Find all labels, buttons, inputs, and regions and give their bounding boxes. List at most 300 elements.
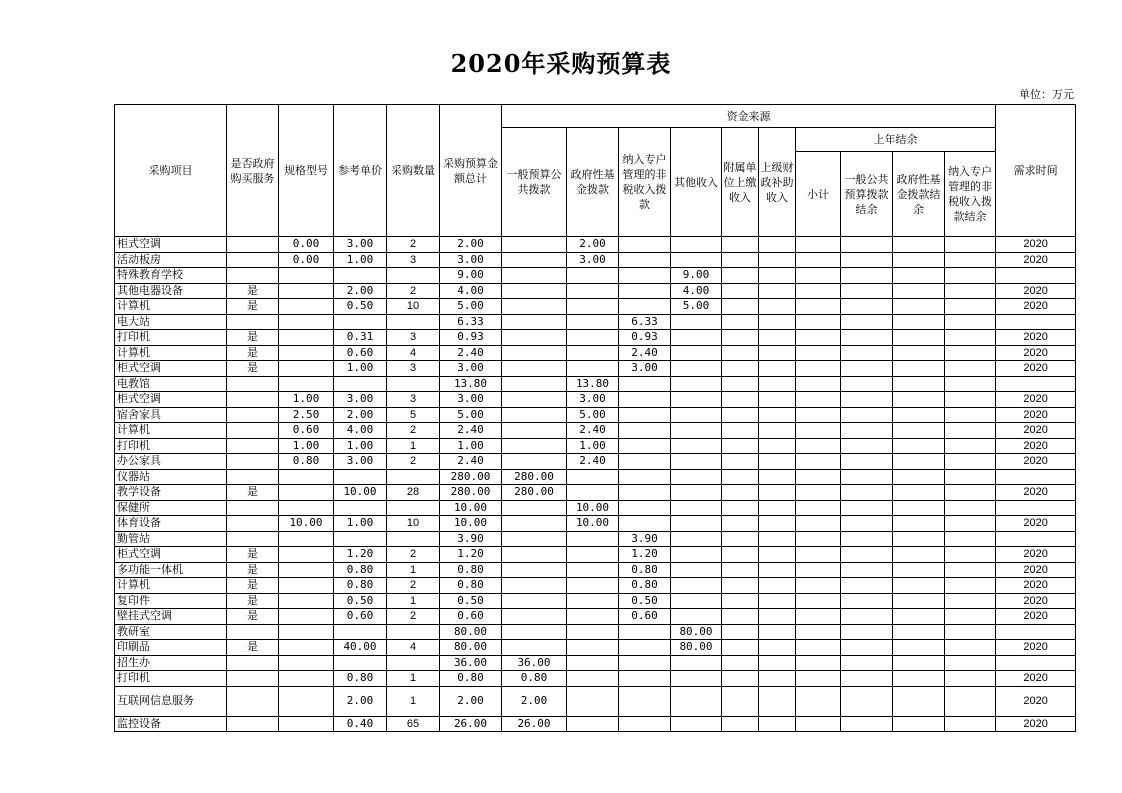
cell-demand-time: 2020 xyxy=(996,407,1076,423)
cell-item: 计算机 xyxy=(115,578,227,594)
cell-special-balance xyxy=(945,299,996,315)
cell-total: 5.00 xyxy=(440,407,502,423)
table-row xyxy=(115,485,1076,501)
cell-qty: 1 xyxy=(387,686,440,716)
cell-subtotal xyxy=(796,237,841,253)
cell-item: 计算机 xyxy=(115,299,227,315)
cell-special-mgmt xyxy=(619,485,671,501)
cell-general-balance xyxy=(841,469,893,485)
cell-upper-subsidy xyxy=(759,438,796,454)
cell-general-budget xyxy=(502,562,567,578)
cell-qty xyxy=(387,469,440,485)
cell-upper-subsidy xyxy=(759,562,796,578)
cell-special-balance xyxy=(945,640,996,656)
cell-item: 办公家具 xyxy=(115,454,227,470)
cell-other-income xyxy=(671,686,722,716)
cell-total: 0.80 xyxy=(440,671,502,687)
cell-upper-subsidy xyxy=(759,345,796,361)
cell-affiliated xyxy=(722,252,759,268)
cell-qty: 4 xyxy=(387,640,440,656)
cell-gov-fund-balance xyxy=(893,500,945,516)
cell-total: 1.00 xyxy=(440,438,502,454)
cell-gov-fund-balance xyxy=(893,593,945,609)
cell-subtotal xyxy=(796,330,841,346)
cell-special-balance xyxy=(945,423,996,439)
header-general-budget: 一般预算公共拨款 xyxy=(502,128,567,237)
cell-gov-fund xyxy=(567,716,619,732)
cell-affiliated xyxy=(722,299,759,315)
table-row xyxy=(115,268,1076,284)
cell-ref-price: 2.00 xyxy=(334,686,387,716)
cell-total: 80.00 xyxy=(440,624,502,640)
cell-item: 柜式空调 xyxy=(115,237,227,253)
cell-gov-fund-balance xyxy=(893,237,945,253)
cell-special-mgmt: 6.33 xyxy=(619,314,671,330)
cell-general-balance xyxy=(841,485,893,501)
cell-gov-fund xyxy=(567,624,619,640)
cell-affiliated xyxy=(722,361,759,377)
cell-item: 电大站 xyxy=(115,314,227,330)
cell-affiliated xyxy=(722,500,759,516)
cell-general-budget xyxy=(502,252,567,268)
cell-gov-fund-balance xyxy=(893,283,945,299)
cell-other-income xyxy=(671,500,722,516)
cell-gov-fund xyxy=(567,283,619,299)
cell-gov-fund xyxy=(567,299,619,315)
cell-spec xyxy=(279,655,334,671)
cell-other-income: 80.00 xyxy=(671,624,722,640)
cell-other-income xyxy=(671,671,722,687)
cell-ref-price xyxy=(334,314,387,330)
header-gov-fund-balance: 政府性基金拨款结余 xyxy=(893,152,945,237)
cell-item: 勤管站 xyxy=(115,531,227,547)
cell-general-balance xyxy=(841,671,893,687)
cell-general-balance xyxy=(841,423,893,439)
cell-affiliated xyxy=(722,609,759,625)
cell-qty: 3 xyxy=(387,330,440,346)
cell-general-budget xyxy=(502,268,567,284)
cell-upper-subsidy xyxy=(759,376,796,392)
cell-ref-price xyxy=(334,469,387,485)
cell-upper-subsidy xyxy=(759,686,796,716)
cell-gov-fund-balance xyxy=(893,252,945,268)
cell-demand-time: 2020 xyxy=(996,562,1076,578)
cell-gov-service xyxy=(227,516,279,532)
cell-special-balance xyxy=(945,438,996,454)
cell-special-mgmt xyxy=(619,392,671,408)
cell-gov-fund-balance xyxy=(893,485,945,501)
cell-ref-price: 0.50 xyxy=(334,593,387,609)
cell-item: 活动板房 xyxy=(115,252,227,268)
table-row xyxy=(115,716,1076,732)
table-row xyxy=(115,407,1076,423)
cell-subtotal xyxy=(796,624,841,640)
cell-qty: 5 xyxy=(387,407,440,423)
table-body xyxy=(115,237,1076,732)
cell-demand-time: 2020 xyxy=(996,547,1076,563)
cell-upper-subsidy xyxy=(759,640,796,656)
cell-general-balance xyxy=(841,500,893,516)
cell-demand-time: 2020 xyxy=(996,237,1076,253)
cell-item: 多功能一体机 xyxy=(115,562,227,578)
cell-special-mgmt: 0.80 xyxy=(619,562,671,578)
cell-general-budget xyxy=(502,345,567,361)
cell-total: 0.60 xyxy=(440,609,502,625)
cell-subtotal xyxy=(796,716,841,732)
cell-item: 柜式空调 xyxy=(115,392,227,408)
cell-upper-subsidy xyxy=(759,531,796,547)
cell-special-mgmt xyxy=(619,716,671,732)
cell-gov-service: 是 xyxy=(227,299,279,315)
cell-upper-subsidy xyxy=(759,392,796,408)
cell-total: 2.40 xyxy=(440,423,502,439)
cell-total: 3.00 xyxy=(440,252,502,268)
page-title: 2020年采购预算表 xyxy=(450,49,672,78)
cell-demand-time xyxy=(996,531,1076,547)
cell-item: 打印机 xyxy=(115,671,227,687)
cell-gov-fund xyxy=(567,671,619,687)
cell-ref-price xyxy=(334,376,387,392)
table-row xyxy=(115,283,1076,299)
cell-demand-time: 2020 xyxy=(996,283,1076,299)
header-ref-price: 参考单价 xyxy=(334,105,387,237)
cell-affiliated xyxy=(722,454,759,470)
cell-affiliated xyxy=(722,547,759,563)
cell-special-mgmt xyxy=(619,671,671,687)
cell-general-budget xyxy=(502,609,567,625)
cell-general-balance xyxy=(841,268,893,284)
cell-qty xyxy=(387,655,440,671)
cell-subtotal xyxy=(796,531,841,547)
cell-subtotal xyxy=(796,500,841,516)
cell-total: 2.00 xyxy=(440,237,502,253)
cell-total: 280.00 xyxy=(440,485,502,501)
cell-upper-subsidy xyxy=(759,237,796,253)
cell-gov-fund xyxy=(567,593,619,609)
cell-general-budget xyxy=(502,330,567,346)
cell-demand-time: 2020 xyxy=(996,438,1076,454)
cell-gov-fund-balance xyxy=(893,640,945,656)
cell-subtotal xyxy=(796,268,841,284)
cell-item: 打印机 xyxy=(115,438,227,454)
cell-gov-fund xyxy=(567,609,619,625)
cell-affiliated xyxy=(722,237,759,253)
cell-gov-fund xyxy=(567,655,619,671)
cell-general-budget xyxy=(502,361,567,377)
cell-special-balance xyxy=(945,562,996,578)
cell-other-income xyxy=(671,485,722,501)
cell-upper-subsidy xyxy=(759,655,796,671)
cell-gov-fund xyxy=(567,562,619,578)
cell-item: 特殊教育学校 xyxy=(115,268,227,284)
cell-gov-fund-balance xyxy=(893,314,945,330)
cell-other-income: 4.00 xyxy=(671,283,722,299)
cell-special-mgmt xyxy=(619,252,671,268)
cell-total: 2.40 xyxy=(440,345,502,361)
cell-qty xyxy=(387,376,440,392)
cell-total: 5.00 xyxy=(440,299,502,315)
header-gov-fund: 政府性基金拨款 xyxy=(567,128,619,237)
cell-gov-fund xyxy=(567,578,619,594)
table-row xyxy=(115,361,1076,377)
cell-subtotal xyxy=(796,392,841,408)
cell-gov-service xyxy=(227,531,279,547)
cell-other-income: 5.00 xyxy=(671,299,722,315)
cell-demand-time: 2020 xyxy=(996,686,1076,716)
cell-affiliated xyxy=(722,407,759,423)
cell-subtotal xyxy=(796,407,841,423)
table-row xyxy=(115,516,1076,532)
cell-total: 36.00 xyxy=(440,655,502,671)
cell-affiliated xyxy=(722,469,759,485)
cell-upper-subsidy xyxy=(759,330,796,346)
cell-upper-subsidy xyxy=(759,516,796,532)
cell-special-mgmt xyxy=(619,438,671,454)
cell-gov-service xyxy=(227,407,279,423)
cell-general-budget xyxy=(502,578,567,594)
cell-item: 复印件 xyxy=(115,593,227,609)
cell-gov-fund xyxy=(567,547,619,563)
cell-total: 6.33 xyxy=(440,314,502,330)
cell-gov-service xyxy=(227,624,279,640)
cell-ref-price: 0.80 xyxy=(334,562,387,578)
cell-subtotal xyxy=(796,578,841,594)
cell-special-balance xyxy=(945,330,996,346)
cell-special-balance xyxy=(945,392,996,408)
cell-gov-fund-balance xyxy=(893,454,945,470)
cell-gov-fund xyxy=(567,361,619,377)
cell-qty: 10 xyxy=(387,299,440,315)
cell-spec: 2.50 xyxy=(279,407,334,423)
cell-other-income xyxy=(671,716,722,732)
cell-subtotal xyxy=(796,454,841,470)
cell-spec: 1.00 xyxy=(279,438,334,454)
cell-demand-time: 2020 xyxy=(996,578,1076,594)
header-demand-time: 需求时间 xyxy=(996,105,1076,237)
cell-qty: 2 xyxy=(387,283,440,299)
cell-affiliated xyxy=(722,516,759,532)
cell-item: 教学设备 xyxy=(115,485,227,501)
cell-subtotal xyxy=(796,671,841,687)
cell-gov-fund-balance xyxy=(893,330,945,346)
cell-upper-subsidy xyxy=(759,609,796,625)
cell-special-mgmt xyxy=(619,268,671,284)
cell-general-balance xyxy=(841,252,893,268)
cell-gov-service: 是 xyxy=(227,578,279,594)
cell-qty: 2 xyxy=(387,609,440,625)
cell-special-balance xyxy=(945,407,996,423)
cell-gov-service: 是 xyxy=(227,640,279,656)
cell-general-budget xyxy=(502,392,567,408)
header-affiliated: 附属单位上缴收入 xyxy=(722,128,759,237)
cell-general-balance xyxy=(841,593,893,609)
cell-other-income xyxy=(671,252,722,268)
cell-item: 体育设备 xyxy=(115,516,227,532)
cell-ref-price: 1.20 xyxy=(334,547,387,563)
cell-special-mgmt xyxy=(619,624,671,640)
cell-qty xyxy=(387,500,440,516)
cell-special-mgmt: 0.50 xyxy=(619,593,671,609)
cell-total: 0.80 xyxy=(440,562,502,578)
cell-special-mgmt: 2.40 xyxy=(619,345,671,361)
cell-special-mgmt xyxy=(619,500,671,516)
cell-item: 壁挂式空调 xyxy=(115,609,227,625)
cell-affiliated xyxy=(722,624,759,640)
cell-demand-time: 2020 xyxy=(996,392,1076,408)
cell-upper-subsidy xyxy=(759,716,796,732)
cell-subtotal xyxy=(796,547,841,563)
cell-ref-price: 0.60 xyxy=(334,345,387,361)
cell-spec: 0.00 xyxy=(279,252,334,268)
cell-spec xyxy=(279,686,334,716)
cell-upper-subsidy xyxy=(759,469,796,485)
cell-gov-service: 是 xyxy=(227,485,279,501)
cell-special-mgmt xyxy=(619,516,671,532)
cell-special-balance xyxy=(945,454,996,470)
cell-gov-fund-balance xyxy=(893,686,945,716)
cell-gov-service xyxy=(227,469,279,485)
cell-other-income xyxy=(671,469,722,485)
cell-gov-fund: 2.00 xyxy=(567,237,619,253)
table-row xyxy=(115,624,1076,640)
cell-subtotal xyxy=(796,345,841,361)
cell-gov-service xyxy=(227,252,279,268)
cell-ref-price: 1.00 xyxy=(334,252,387,268)
cell-spec xyxy=(279,624,334,640)
cell-gov-fund xyxy=(567,345,619,361)
cell-other-income xyxy=(671,376,722,392)
cell-gov-fund-balance xyxy=(893,547,945,563)
cell-gov-fund: 10.00 xyxy=(567,516,619,532)
cell-spec xyxy=(279,361,334,377)
table-row xyxy=(115,686,1076,716)
cell-spec: 1.00 xyxy=(279,392,334,408)
cell-upper-subsidy xyxy=(759,314,796,330)
cell-ref-price xyxy=(334,624,387,640)
cell-upper-subsidy xyxy=(759,624,796,640)
cell-demand-time: 2020 xyxy=(996,516,1076,532)
cell-general-budget xyxy=(502,376,567,392)
cell-total: 3.00 xyxy=(440,392,502,408)
cell-special-mgmt: 3.90 xyxy=(619,531,671,547)
cell-gov-fund: 2.40 xyxy=(567,454,619,470)
cell-gov-fund-balance xyxy=(893,716,945,732)
cell-special-balance xyxy=(945,345,996,361)
cell-gov-service xyxy=(227,268,279,284)
cell-general-balance xyxy=(841,376,893,392)
cell-general-balance xyxy=(841,609,893,625)
cell-gov-fund-balance xyxy=(893,423,945,439)
cell-special-balance xyxy=(945,500,996,516)
cell-demand-time: 2020 xyxy=(996,330,1076,346)
cell-gov-fund-balance xyxy=(893,361,945,377)
header-item: 采购项目 xyxy=(115,105,227,237)
cell-gov-fund-balance xyxy=(893,407,945,423)
table-header xyxy=(115,105,1076,237)
cell-total: 80.00 xyxy=(440,640,502,656)
cell-general-budget xyxy=(502,438,567,454)
cell-total: 280.00 xyxy=(440,469,502,485)
cell-upper-subsidy xyxy=(759,593,796,609)
cell-gov-fund: 5.00 xyxy=(567,407,619,423)
cell-gov-fund xyxy=(567,268,619,284)
cell-upper-subsidy xyxy=(759,671,796,687)
cell-gov-fund-balance xyxy=(893,671,945,687)
cell-gov-fund-balance xyxy=(893,268,945,284)
cell-ref-price xyxy=(334,500,387,516)
table-row xyxy=(115,469,1076,485)
cell-gov-service xyxy=(227,314,279,330)
cell-spec xyxy=(279,640,334,656)
cell-affiliated xyxy=(722,392,759,408)
cell-special-mgmt: 1.20 xyxy=(619,547,671,563)
cell-special-balance xyxy=(945,283,996,299)
cell-demand-time: 2020 xyxy=(996,361,1076,377)
cell-gov-service xyxy=(227,500,279,516)
cell-gov-fund-balance xyxy=(893,562,945,578)
cell-qty: 65 xyxy=(387,716,440,732)
cell-demand-time xyxy=(996,376,1076,392)
cell-other-income xyxy=(671,593,722,609)
cell-general-balance xyxy=(841,314,893,330)
cell-ref-price xyxy=(334,655,387,671)
cell-subtotal xyxy=(796,252,841,268)
cell-general-balance xyxy=(841,640,893,656)
cell-item: 互联网信息服务 xyxy=(115,686,227,716)
cell-qty: 10 xyxy=(387,516,440,532)
cell-general-balance xyxy=(841,516,893,532)
cell-spec xyxy=(279,314,334,330)
cell-total: 4.00 xyxy=(440,283,502,299)
header-special-balance: 纳入专户管理的非税收入拨款结余 xyxy=(945,152,996,237)
cell-item: 计算机 xyxy=(115,345,227,361)
cell-affiliated xyxy=(722,655,759,671)
cell-spec: 0.00 xyxy=(279,237,334,253)
cell-special-mgmt: 0.80 xyxy=(619,578,671,594)
cell-ref-price: 3.00 xyxy=(334,392,387,408)
cell-special-mgmt xyxy=(619,283,671,299)
cell-total: 3.90 xyxy=(440,531,502,547)
cell-other-income xyxy=(671,314,722,330)
cell-item: 柜式空调 xyxy=(115,361,227,377)
cell-demand-time: 2020 xyxy=(996,454,1076,470)
cell-general-budget xyxy=(502,423,567,439)
table-row xyxy=(115,376,1076,392)
cell-subtotal xyxy=(796,283,841,299)
cell-other-income xyxy=(671,345,722,361)
cell-gov-fund xyxy=(567,686,619,716)
table-row xyxy=(115,454,1076,470)
cell-demand-time xyxy=(996,469,1076,485)
cell-general-budget: 2.00 xyxy=(502,686,567,716)
cell-gov-fund: 2.40 xyxy=(567,423,619,439)
table-row xyxy=(115,500,1076,516)
cell-spec xyxy=(279,716,334,732)
cell-other-income xyxy=(671,547,722,563)
cell-gov-service: 是 xyxy=(227,547,279,563)
cell-subtotal xyxy=(796,438,841,454)
cell-affiliated xyxy=(722,438,759,454)
cell-general-budget: 280.00 xyxy=(502,469,567,485)
cell-subtotal xyxy=(796,361,841,377)
cell-gov-fund-balance xyxy=(893,299,945,315)
cell-general-balance xyxy=(841,562,893,578)
cell-spec: 0.80 xyxy=(279,454,334,470)
cell-other-income xyxy=(671,562,722,578)
cell-general-budget xyxy=(502,547,567,563)
cell-item: 印刷品 xyxy=(115,640,227,656)
cell-general-budget xyxy=(502,314,567,330)
